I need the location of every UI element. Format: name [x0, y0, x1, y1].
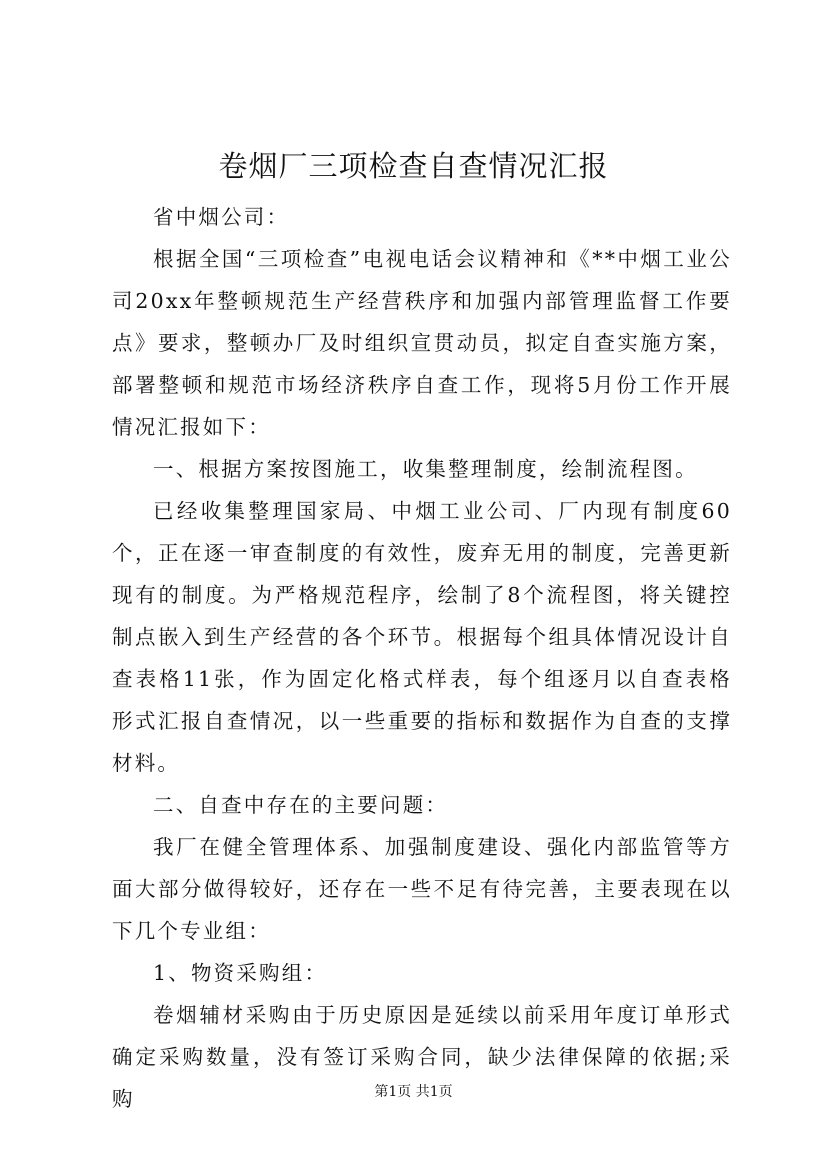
paragraph-intro: 根据全国“三项检查”电视电话会议精神和《**中烟工业公司20xx年整顿规范生产经营秩序和加强内部管理监督工作要点》要求，整顿办厂及时组织宣贯动员，拟定自查实施方案，部署整顿和规范市场经济秩序自查工作，现将5月份工作开展情况汇报如下：	[112, 247, 732, 439]
page-number-footer: 第1页 共1页	[374, 1084, 453, 1100]
document-body	[112, 196, 732, 1120]
paragraph-subsection-1: 卷烟辅材采购由于历史原因是延续以前采用年度订单形式确定采购数量，没有签订采购合同，缺少法律保障的依据;采购	[112, 1003, 732, 1111]
paragraph-section-2: 我厂在健全管理体系、加强制度建设、强化内部监管等方面大部分做得较好，还存在一些不足有待完善，主要表现在以下几个专业组：	[112, 835, 732, 943]
salutation: 省中烟公司：	[153, 205, 290, 229]
subsection-heading-1: 1、物资采购组：	[153, 961, 328, 985]
section-heading-1: 一、根据方案按图施工，收集整理制度，绘制流程图。	[153, 457, 698, 481]
document-title: 卷烟厂三项检查自查情况汇报	[218, 149, 609, 183]
paragraph-section-1: 已经收集整理国家局、中烟工业公司、厂内现有制度60个，正在逐一审查制度的有效性，废弃无用的制度，完善更新现有的制度。为严格规范程序，绘制了8个流程图，将关键控制点嵌入到生产经营的各个环节。根据每个组具体情况设计自查表格11张，作为固定化格式样表，每个组逐月以自查表格形式汇报自查情况，以一些重要的指标和数据作为自查的支撑材料。	[112, 499, 732, 775]
section-heading-2: 二、自查中存在的主要问题：	[153, 793, 449, 817]
